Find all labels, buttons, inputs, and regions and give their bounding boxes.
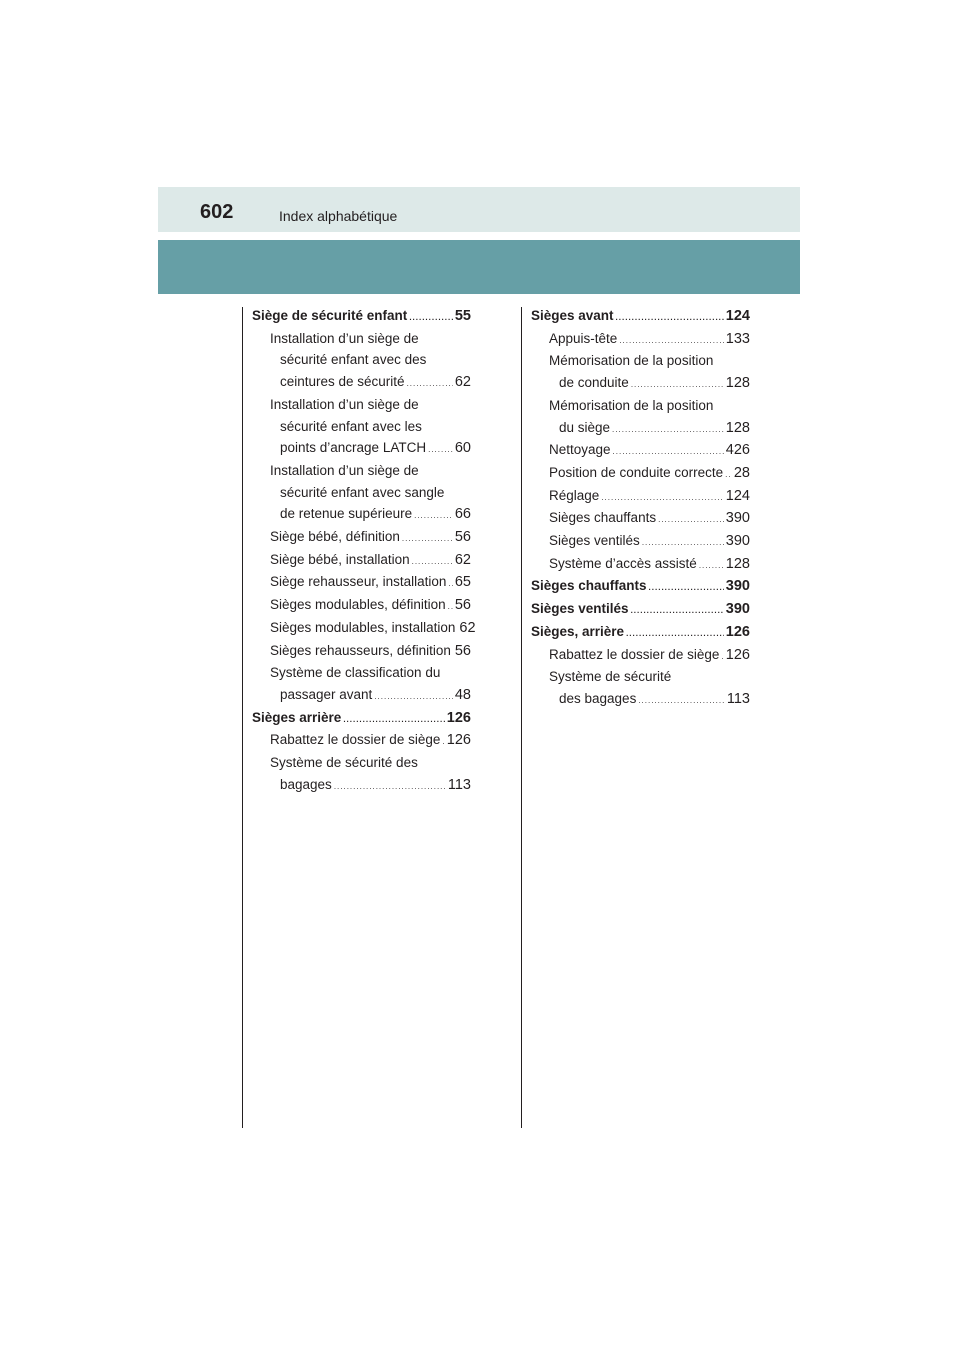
entry-label: points d’ancrage LATCH: [280, 440, 427, 456]
entry-page: 124: [725, 308, 750, 324]
leader-dots: [631, 607, 724, 615]
index-entry: [531, 575, 750, 598]
entry-label: des bagages: [559, 690, 637, 706]
index-entry: [252, 684, 471, 707]
entry-page: 128: [725, 375, 750, 392]
middle-column-rule: [521, 307, 522, 1128]
index-entry: [531, 507, 750, 530]
index-entry: [531, 462, 750, 485]
leader-dots: [334, 783, 446, 791]
entry-line: Système de sécurité des: [270, 755, 418, 771]
index-entry: [252, 503, 471, 526]
leader-dots: [374, 693, 453, 701]
index-entry: [531, 372, 750, 395]
leader-dots: [428, 446, 453, 454]
entry-label: Rabattez le dossier de siège: [549, 646, 720, 662]
index-column-right: [531, 305, 750, 711]
index-column-left: [252, 305, 476, 796]
entry-line: Système de sécurité: [549, 669, 672, 685]
entry-label: Système d’accès assisté: [549, 555, 697, 571]
entry-page: 65: [454, 574, 471, 591]
entry-page: 62: [454, 374, 471, 391]
index-entry: [252, 371, 471, 394]
entry-page: 390: [725, 533, 750, 550]
index-entry: [531, 305, 750, 328]
index-entry: [531, 417, 750, 440]
entry-label: Sièges modulables, installation: [270, 619, 456, 635]
entry-line: Installation d’un siège de: [270, 396, 419, 412]
entry-label: Siège rehausseur, installation: [270, 574, 447, 590]
section-title: Index alphabétique: [279, 208, 398, 224]
entry-page: 126: [725, 646, 750, 663]
index-entry: [252, 549, 471, 572]
index-entry: [252, 729, 471, 752]
page-number: 602: [200, 201, 234, 223]
leader-dots: [699, 562, 724, 570]
entry-page: 56: [454, 529, 471, 546]
entry-label: Siège de sécurité enfant: [252, 308, 408, 323]
index-entry: [252, 437, 471, 460]
leader-dots: [442, 738, 444, 746]
entry-page: 55: [454, 308, 471, 324]
index-entry: [252, 526, 471, 549]
index-entry: [531, 644, 750, 667]
entry-label: Sièges arrière: [252, 709, 342, 725]
entry-line: Installation d’un siège de: [270, 462, 419, 478]
index-entry: [531, 530, 750, 553]
entry-page: 113: [726, 690, 750, 707]
entry-page: 28: [733, 464, 750, 481]
index-entry: [252, 571, 471, 594]
entry-page: 390: [725, 510, 750, 527]
entry-line: Installation d’un siège de: [270, 330, 419, 346]
entry-line: Mémorisation de la position: [549, 397, 714, 413]
entry-label: Siège bébé, définition: [270, 529, 400, 545]
entry-label: Sièges, arrière: [531, 623, 625, 639]
entry-label: passager avant: [280, 686, 373, 702]
leader-dots: [343, 716, 444, 724]
entry-label: Sièges ventilés: [531, 601, 629, 617]
entry-label: Rabattez le dossier de siège: [270, 732, 441, 748]
leader-dots: [649, 584, 724, 592]
leader-dots: [412, 558, 453, 566]
entry-page: 124: [725, 487, 750, 504]
entry-page: 126: [446, 709, 471, 726]
entry-label: bagages: [280, 776, 332, 792]
index-entry: [531, 439, 750, 462]
entry-label: de conduite: [559, 375, 629, 391]
entry-page: 126: [446, 732, 471, 749]
entry-line: Système de classification du: [270, 665, 441, 681]
entry-label: Sièges ventilés: [549, 533, 640, 549]
entry-label: Position de conduite correcte: [549, 464, 724, 480]
index-entry: [531, 688, 750, 711]
left-column-rule: [242, 307, 243, 1128]
entry-label: Sièges avant: [531, 308, 614, 323]
leader-dots: [407, 380, 453, 388]
entry-page: 128: [725, 555, 750, 572]
entry-page: 390: [725, 601, 750, 618]
header-bar: [158, 187, 800, 232]
index-entry: [252, 594, 471, 617]
entry-page: 113: [447, 776, 471, 793]
leader-dots: [631, 381, 724, 389]
entry-page: 48: [454, 686, 471, 703]
entry-page: 62: [454, 551, 471, 568]
entry-label: Siège bébé, installation: [270, 551, 410, 567]
leader-dots: [721, 653, 723, 661]
entry-label: Sièges rehausseurs, définition: [270, 642, 451, 658]
index-entry: [531, 485, 750, 508]
entry-page: 62: [459, 619, 476, 636]
index-entry: [531, 598, 750, 621]
entry-label: du siège: [559, 419, 611, 435]
leader-dots: [448, 580, 452, 588]
index-entry: [252, 640, 471, 663]
entry-line: sécurité enfant avec sangle: [280, 484, 445, 500]
index-entry: [531, 621, 750, 644]
leader-dots: [626, 630, 724, 638]
index-entry: [252, 305, 471, 328]
entry-page: 128: [725, 419, 750, 436]
leader-dots: [616, 314, 724, 322]
entry-page: 390: [725, 578, 750, 595]
entry-page: 133: [725, 330, 750, 347]
entry-label: Sièges chauffants: [549, 510, 657, 526]
entry-page: 56: [454, 642, 471, 659]
entry-page: 60: [454, 440, 471, 457]
entry-line: sécurité enfant avec les: [280, 418, 422, 434]
leader-dots: [613, 448, 724, 456]
entry-page: 426: [725, 442, 750, 459]
entry-label: Sièges modulables, définition: [270, 597, 446, 613]
header-band: [158, 240, 800, 294]
index-entry: [252, 617, 476, 640]
entry-page: 56: [454, 597, 471, 614]
leader-dots: [601, 494, 724, 502]
index-entry: [531, 328, 750, 351]
leader-dots: [658, 516, 724, 524]
entry-label: Appuis-tête: [549, 330, 618, 346]
entry-page: 126: [725, 623, 750, 640]
entry-label: Nettoyage: [549, 442, 611, 458]
entry-line: Mémorisation de la position: [549, 353, 714, 369]
index-entry: [531, 553, 750, 576]
entry-label: ceintures de sécurité: [280, 374, 405, 390]
leader-dots: [612, 426, 724, 434]
entry-label: Sièges chauffants: [531, 578, 647, 594]
index-entry: [252, 707, 471, 730]
entry-label: Réglage: [549, 487, 600, 503]
leader-dots: [642, 539, 724, 547]
entry-line: sécurité enfant avec des: [280, 352, 427, 368]
leader-dots: [409, 314, 453, 322]
leader-dots: [638, 697, 725, 705]
entry-label: de retenue supérieure: [280, 506, 413, 522]
entry-page: 66: [454, 506, 471, 523]
leader-dots: [402, 535, 453, 543]
leader-dots: [619, 337, 724, 345]
index-entry: [252, 774, 471, 797]
leader-dots: [725, 471, 732, 479]
leader-dots: [414, 512, 453, 520]
leader-dots: [448, 603, 453, 611]
